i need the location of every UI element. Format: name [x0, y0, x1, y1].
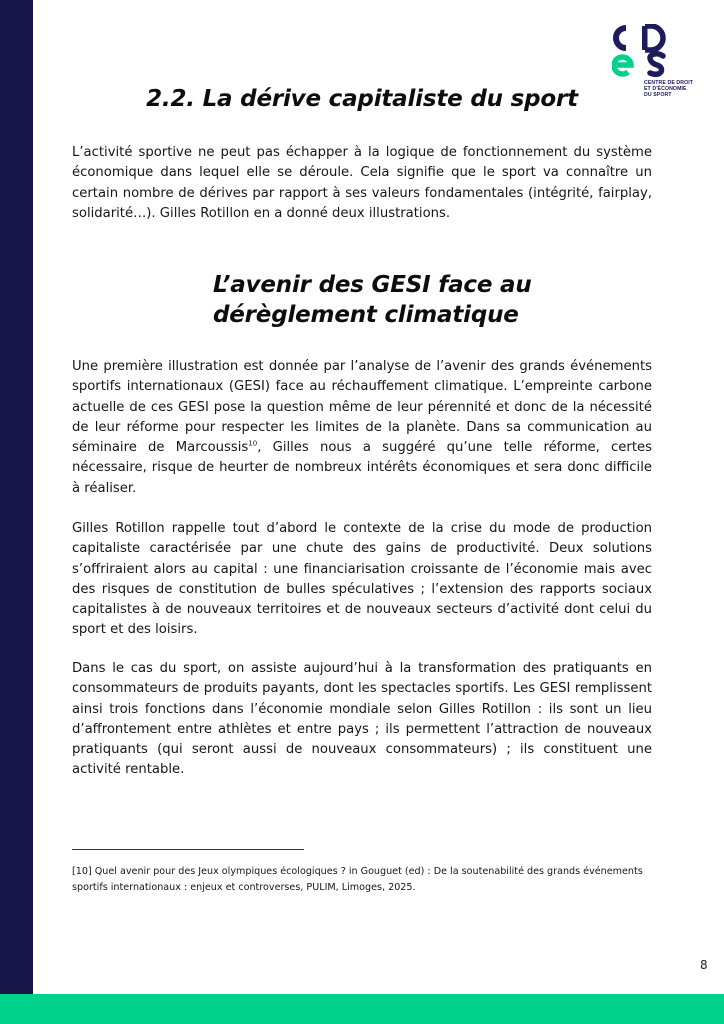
section-title: 2.2. La dérive capitaliste du sport — [146, 86, 578, 112]
body-paragraph: Gilles Rotillon rappelle tout d’abord le contexte de la crise du mode de production capitaliste caractérisée par une chute des gains de productivité. Deux solutions s’offriraient alors au capital : une financiarisation croissante de l’économie mais avec des risques de constitution de bulles spéculatives ; l’extension des rapports sociaux capitalistes à de nouveaux territoires et de nouveaux secteurs d’activité dont celui du sport et des loisirs. — [72, 521, 652, 638]
logo-caption-line: ET D'ÉCONOMIE — [644, 86, 687, 92]
cdes-logo-mark — [612, 24, 670, 78]
bottom-color-band — [0, 994, 724, 1024]
footnote-reference[interactable]: 10 — [248, 439, 258, 448]
subsection-title-line: L’avenir des GESI face au — [213, 272, 532, 298]
paragraph-text: Une première illustration est donnée par l’analyse de l’avenir des grands événements sportifs internationaux (GESI) face au réchauffement climatique. L’empreinte carbone actuelle de ces GESI pose la question même de leur pérennité et donc de la nécessité de leur réforme pour respecter les limites de la planète. Dans sa communication au séminaire de Marcoussis — [72, 359, 652, 456]
intro-paragraph: L’activité sportive ne peut pas échapper à la logique de fonctionnement du système économique dans lequel elle se déroule. Cela signifie que le sport va connaître un certain nombre de dérives par rapport à ses valeurs fondamentales (intégrité, fairplay, solidarité…). Gilles Rotillon en a donné deux illustrations. — [72, 145, 652, 221]
body-paragraph: Dans le cas du sport, on assiste aujourd’hui à la transformation des pratiquants en consommateurs de produits payants, dont les spectacles sportifs. Les GESI remplissent ainsi trois fonctions dans l’économie mondiale selon Gilles Rotillon : ils sont un lieu d’affrontement entre athlètes et entre pays ; ils permettent l’attraction de nouveaux pratiquants (qui seront aussi de nouveaux consommateurs) ; ils constituent une activité rentable. — [72, 661, 652, 778]
footnote-divider — [72, 849, 304, 850]
footnote: [10] Quel avenir pour des Jeux olympiques écologiques ? in Gouguet (ed) : De la soutenabilité des grands événements sportifs internationaux : enjeux et controverses, PULIM, Limoges, 2025. — [72, 866, 643, 893]
logo-caption-line: CENTRE DE DROIT — [644, 80, 694, 86]
page-number: 8 — [700, 958, 708, 972]
paragraph-text: , Gilles nous a suggéré qu’une telle réforme, certes nécessaire, risque de heurter de nombreux intérêts économiques et sera donc difficile à réaliser. — [72, 440, 652, 496]
left-sidebar-band — [0, 0, 33, 994]
logo-caption-line: DU SPORT — [644, 92, 672, 98]
subsection-title-line: dérèglement climatique — [213, 302, 519, 328]
body-paragraph — [72, 357, 652, 499]
subsection-title — [213, 270, 613, 330]
